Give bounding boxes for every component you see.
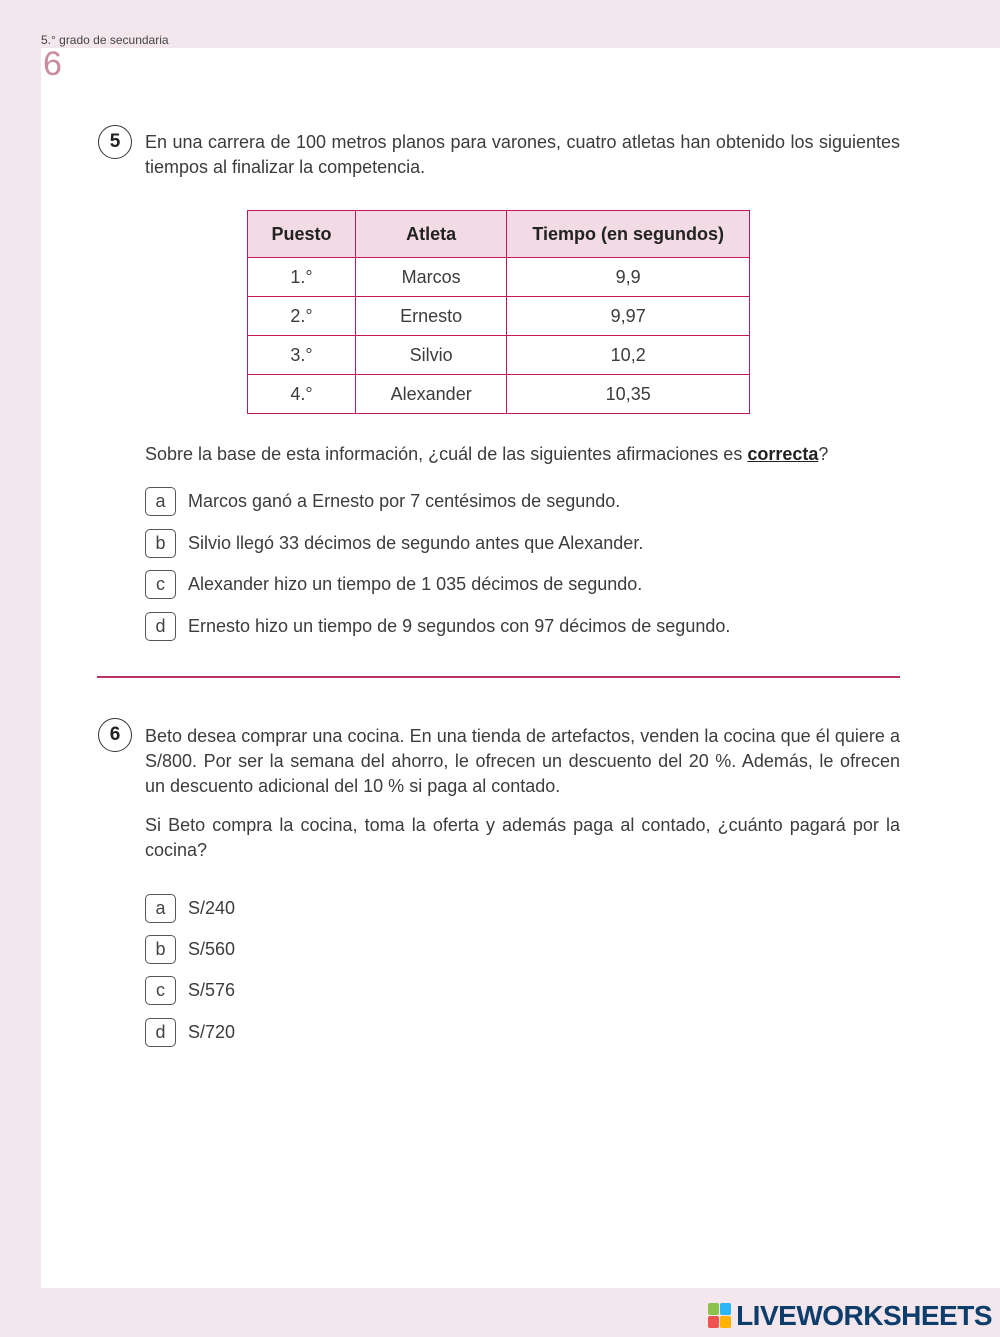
cell-tiempo: 10,2 [507,336,750,375]
prompt-suffix: ? [818,444,829,464]
option-letter-box[interactable]: b [145,529,176,558]
brand-text: LIVEWORKSHEETS [736,1300,992,1331]
table-row [248,258,750,297]
question-6-prompt: Si Beto compra la cocina, toma la oferta y además paga al contado, ¿cuánto pagará por la cocina? [145,815,900,860]
header-atleta: Atleta [355,211,506,258]
grade-label: 5.° grado de secundaria [41,33,169,47]
prompt-emphasis: correcta [747,444,819,464]
question-5-number: 5 [98,125,132,159]
option-letter-box[interactable]: c [145,976,176,1005]
q5-option-d[interactable] [145,612,730,641]
cell-atleta: Silvio [355,336,506,375]
cell-puesto: 4.° [248,375,356,414]
cell-tiempo: 10,35 [507,375,750,414]
q6-option-a[interactable] [145,894,235,923]
section-divider [97,676,900,678]
cell-tiempo: 9,9 [507,258,750,297]
option-letter-box[interactable]: a [145,894,176,923]
option-text: Ernesto hizo un tiempo de 9 segundos con 97 décimos de segundo. [188,616,731,636]
option-text: S/560 [188,939,236,959]
cell-tiempo: 9,97 [507,297,750,336]
q5-option-a[interactable] [145,487,620,516]
table-row [248,375,750,414]
cell-atleta: Alexander [355,375,506,414]
cell-atleta: Marcos [355,258,506,297]
liveworksheets-icon [708,1303,732,1329]
cell-atleta: Ernesto [355,297,506,336]
question-5-text: En una carrera de 100 metros planos para varones, cuatro atletas han obtenido los siguientes tiempos al finalizar la competencia. [145,132,900,177]
option-text: S/576 [188,980,236,1000]
page-number: 6 [43,45,62,83]
liveworksheets-logo[interactable] [708,1300,992,1332]
q5-option-b[interactable] [145,529,643,558]
option-letter-box[interactable]: d [145,612,176,641]
option-letter-box[interactable]: a [145,487,176,516]
question-6-number: 6 [98,718,132,752]
header-tiempo: Tiempo (en segundos) [507,211,750,258]
cell-puesto: 1.° [248,258,356,297]
table-row [248,336,750,375]
question-5-prompt [145,442,900,467]
table-row [248,297,750,336]
q6-option-b[interactable] [145,935,235,964]
option-text: Silvio llegó 33 décimos de segundo antes que Alexander. [188,533,644,553]
option-text: Alexander hizo un tiempo de 1 035 décimos de segundo. [188,574,643,594]
q6-option-d[interactable] [145,1018,235,1047]
option-text: S/240 [188,898,236,918]
question-6-text: Beto desea comprar una cocina. En una tienda de artefactos, venden la cocina que él quiere a S/800. Por ser la semana del ahorro, le ofrecen un descuento del 20 %. Además, le ofrecen un descuento adicional del 10 % si paga al contado. [145,726,900,796]
option-letter-box[interactable]: b [145,935,176,964]
prompt-prefix: Sobre la base de esta información, ¿cuál de las siguientes afirmaciones es [145,444,748,464]
option-text: S/720 [188,1022,236,1042]
q6-option-c[interactable] [145,976,235,1005]
cell-puesto: 3.° [248,336,356,375]
option-text: Marcos ganó a Ernesto por 7 centésimos de segundo. [188,491,621,511]
q5-option-c[interactable] [145,570,642,599]
cell-puesto: 2.° [248,297,356,336]
results-table [247,210,750,414]
option-letter-box[interactable]: d [145,1018,176,1047]
header-puesto: Puesto [248,211,356,258]
table-header-row [248,211,750,258]
option-letter-box[interactable]: c [145,570,176,599]
